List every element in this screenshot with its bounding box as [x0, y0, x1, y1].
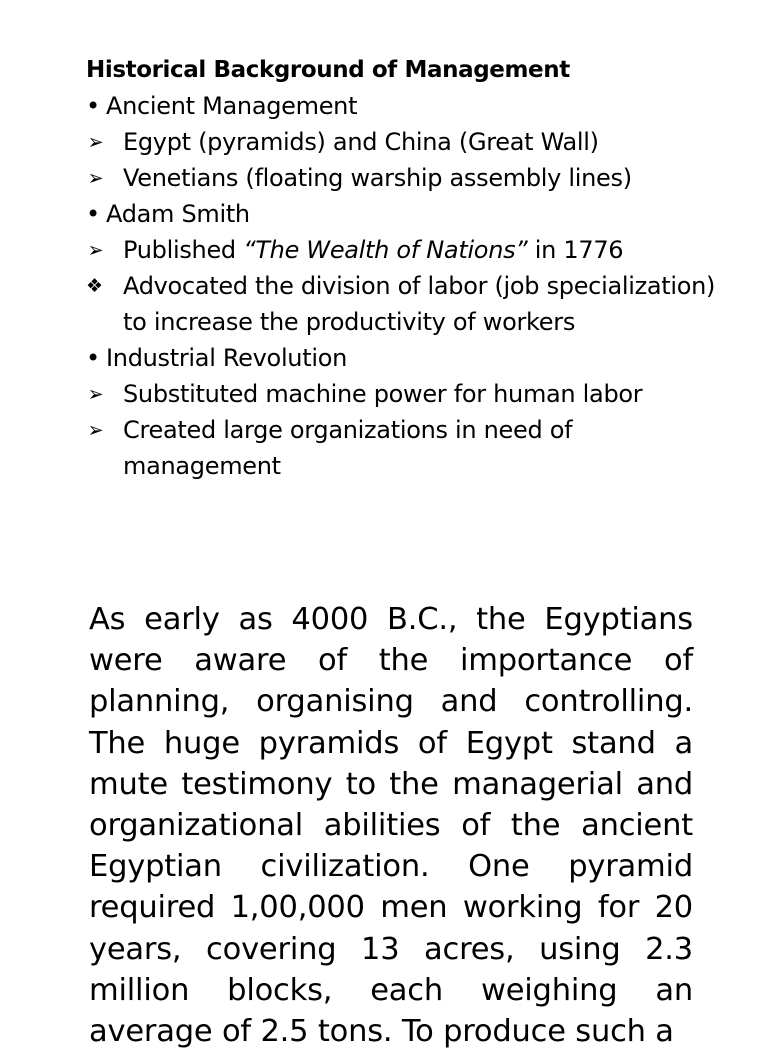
list-item-text: Industrial Revolution	[106, 344, 347, 372]
arrow-bullet-icon: ➢	[87, 166, 104, 190]
list-item	[86, 232, 726, 268]
arrow-bullet-icon: ➢	[87, 418, 104, 442]
list-item-text: Venetians (floating warship assembly lines)	[123, 164, 632, 192]
list-item-text: Adam Smith	[106, 200, 250, 228]
list-item-text: Advocated the division of labor (job specialization) to increase the productivity of workers	[123, 272, 716, 336]
arrow-bullet-icon: ➢	[87, 382, 104, 406]
text-post: in 1776	[527, 236, 624, 264]
list-item-text: Egypt (pyramids) and China (Great Wall)	[123, 128, 599, 156]
section-title: Historical Background of Management	[86, 57, 570, 83]
bullet-icon: •	[86, 92, 100, 120]
list-item	[86, 340, 726, 376]
diamond-bullet-icon: ❖	[86, 275, 103, 297]
list-item-text: Created large organizations in need of management	[123, 416, 573, 480]
bullet-icon: •	[86, 200, 100, 228]
text-pre: Published	[123, 236, 244, 264]
body-paragraph: As early as 4000 B.C., the Egyptians were aware of the importance of planning, organising and controlling. The huge pyramids of Egypt stand a mute testimony to the managerial and organizational abilities of the ancient Egyptian civilization. One pyramid required 1,00,000 men working for 20 years, covering 13 acres, using 2.3 million blocks, each weighing an average of 2.5 tons. To produce such a	[89, 602, 693, 1050]
arrow-bullet-icon: ➢	[87, 130, 104, 154]
list-item	[86, 376, 726, 412]
list-item-text: Substituted machine power for human labor	[123, 380, 643, 408]
outline-section	[86, 52, 726, 484]
list-item	[86, 88, 726, 124]
list-item-text: Ancient Management	[106, 92, 358, 120]
list-item	[86, 160, 726, 196]
list-item	[86, 196, 726, 232]
list-item	[86, 124, 726, 160]
list-item-text	[86, 232, 726, 268]
book-title: “The Wealth of Nations”	[243, 236, 528, 264]
list-item	[86, 268, 726, 340]
bullet-icon: •	[86, 344, 100, 372]
arrow-bullet-icon: ➢	[87, 238, 104, 262]
list-item	[86, 412, 726, 484]
